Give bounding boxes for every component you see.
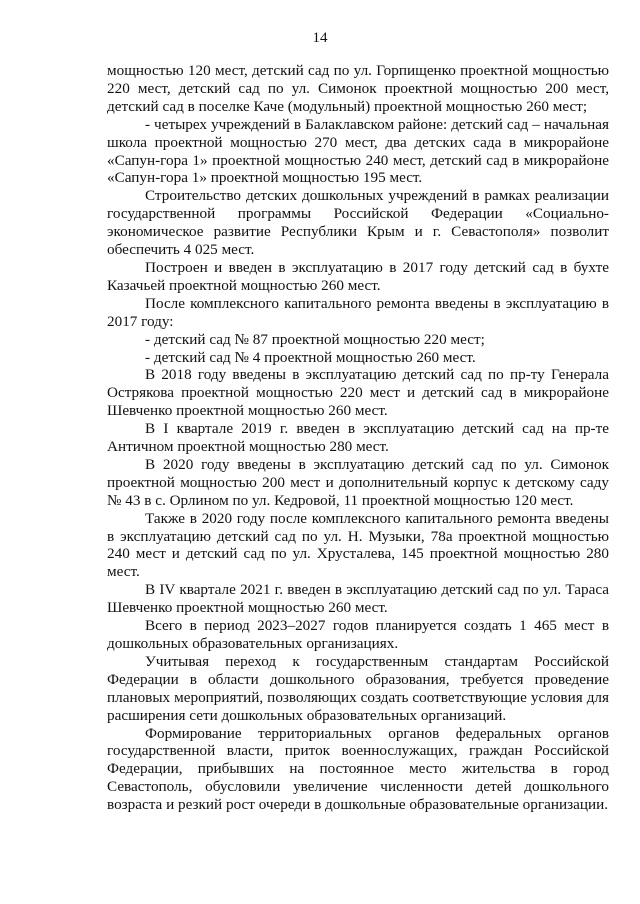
paragraph-queue-growth: Формирование территориальных органов федеральных органов государственной власти, приток военнослужащих, граждан Российской Федерации, прибывших на постоянное место жительства в город Севастополь, обусловили увеличение численности детей дошкольного возраста и резкий рост очереди в дошкольные образовательные организации. xyxy=(107,724,609,814)
paragraph-state-program: Строительство детских дошкольных учреждений в рамках реализации государственной программы Российской Федерации «Социально-экономическое развитие Республики Крым и г. Севастополя» позволит обеспечить 4 025 мест. xyxy=(107,187,609,259)
paragraph-2020-renovation: Также в 2020 году после комплексного капитального ремонта введены в эксплуатацию детский сад по ул. Н. Музыки, 78а проектной мощностью 240 мест и детский сад по ул. Хрусталева, 145 проектной мощностью 280 мест. xyxy=(107,509,609,581)
paragraph-2018: В 2018 году введены в эксплуатацию детский сад по пр-ту Генерала Острякова проектной мощностью 220 мест и детский сад в микрорайоне Шевченко проектной мощностью 260 мест. xyxy=(107,366,609,420)
paragraph-continuation: мощностью 120 мест, детский сад по ул. Горпищенко проектной мощностью 220 мест, детский сад по ул. Симонок проектной мощностью 200 мест, детский сад в поселке Каче (модульный) проектной мощностью 260 мест; xyxy=(107,62,609,115)
paragraph-list-balaklava: - четырех учреждений в Балаклавском районе: детский сад – начальная школа проектной мощностью 270 мест, два детских сада в микрорайоне «Сапун-гора 1» проектной мощностью 240 мест, детский сад в микрорайоне «Сапун-гора 1» проектной мощностью 195 мест. xyxy=(107,115,609,187)
paragraph-2021: В IV квартале 2021 г. введен в эксплуатацию детский сад по ул. Тараса Шевченко проектной мощностью 260 мест. xyxy=(107,581,609,617)
paragraph-list-sad-4: - детский сад № 4 проектной мощностью 260 мест. xyxy=(145,348,476,366)
page-number: 14 xyxy=(312,30,328,46)
paragraph-standards: Учитывая переход к государственным стандартам Российской Федерации в области дошкольного образования, требуется проведение плановых мероприятий, позволяющих создать соответствующие условия для расширения сети дошкольных образовательных организаций. xyxy=(107,652,609,724)
document-body xyxy=(107,62,609,814)
paragraph-2020: В 2020 году введены в эксплуатацию детский сад по ул. Симонок проектной мощностью 200 мест и дополнительный корпус к детскому саду № 43 в с. Орлином по ул. Кедровой, 11 проектной мощностью 120 мест. xyxy=(107,455,609,509)
paragraph-2019: В I квартале 2019 г. введен в эксплуатацию детский сад на пр-те Античном проектной мощностью 280 мест. xyxy=(107,420,609,456)
paragraph-renovation-2017: После комплексного капитального ремонта введены в эксплуатацию в 2017 году: xyxy=(107,294,609,330)
paragraph-2023-2027-plan: Всего в период 2023–2027 годов планируется создать 1 465 мест в дошкольных образовательных организациях. xyxy=(107,617,609,652)
paragraph-list-sad-87: - детский сад № 87 проектной мощностью 220 мест; xyxy=(145,330,485,348)
paragraph-2017-kazachya: Построен и введен в эксплуатацию в 2017 году детский сад в бухте Казачьей проектной мощностью 260 мест. xyxy=(107,258,609,294)
